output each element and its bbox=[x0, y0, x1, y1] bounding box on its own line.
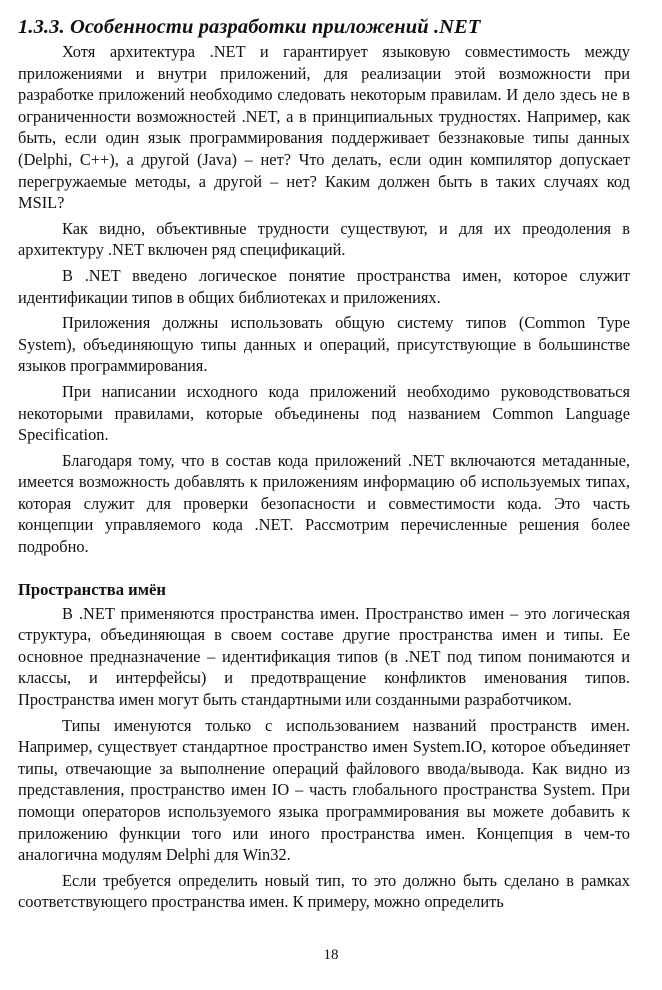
paragraph: При написании исходного кода приложений необходимо руководствоваться некоторыми правилами, которые объединены под названием Common Language Specification. bbox=[18, 381, 630, 445]
paragraph: Типы именуются только с использованием названий пространств имен. Например, существует стандартное пространство имен System.IO, которое объединяет типы, отвечающие за выполнение операций файлового ввода/вывода. Как видно из представления, пространство имен IO – часть глобального пространства System. При помощи операторов используемого языка программирования вы можете добавить к приложению функции того или иного пространства имен. Концепция в чем-то аналогична модулям Delphi для Win32. bbox=[18, 715, 630, 865]
section-title: 1.3.3. Особенности разработки приложений .NET bbox=[18, 16, 481, 38]
paragraph: Если требуется определить новый тип, то это должно быть сделано в рамках соответствующего пространства имен. К примеру, можно определить bbox=[18, 870, 630, 912]
paragraph: Приложения должны использовать общую систему типов (Common Type System), объединяющую типы данных и операций, присутствующие в большинстве языков программирования. bbox=[18, 313, 630, 376]
paragraph: В .NET применяются пространства имен. Пространство имен – это логическая структура, объединяющая в своем составе другие пространства имен и типы. Ее основное предназначение – идентификация типов (в .NET под типом понимаются и классы, и интерфейсы) и предотвращение конфликтов именования типов. Пространства имен могут быть стандартными или созданными разработчиком. bbox=[18, 603, 630, 710]
paragraph: Как видно, объективные трудности существуют, и для их преодоления в архитектуру .NET включен ряд спецификаций. bbox=[18, 218, 630, 260]
paragraph: Хотя архитектура .NET и гарантирует языковую совместимость между приложениями и внутри приложений, для реализации этой возможности при разработке приложений необходимо следовать некоторым правилам. И дело здесь не в ограниченности возможностей .NET, а в принципиальных трудностях. Например, как быть, если один язык программирования поддерживает беззнаковые типы данных (Delphi, C++), а другой (Java) – нет? Что делать, если один компилятор допускает перегружаемые методы, а другой – нет? Каким должен быть в таких случаях код MSIL? bbox=[18, 42, 630, 213]
paragraph: Благодаря тому, что в состав кода приложений .NET включаются метаданные, имеется возможность добавлять к приложениям информацию об используемых типах, которая служит для проверки безопасности и совместимости кода. Это часть концепции управляемого кода .NET. Рассмотрим перечисленные решения более подробно. bbox=[18, 450, 630, 557]
page-content bbox=[18, 14, 630, 917]
paragraph: В .NET введено логическое понятие пространства имен, которое служит идентификации типов в общих библиотеках и приложениях. bbox=[18, 265, 630, 307]
subsection-heading: Пространства имён bbox=[18, 579, 166, 599]
page-number: 18 bbox=[323, 947, 339, 963]
